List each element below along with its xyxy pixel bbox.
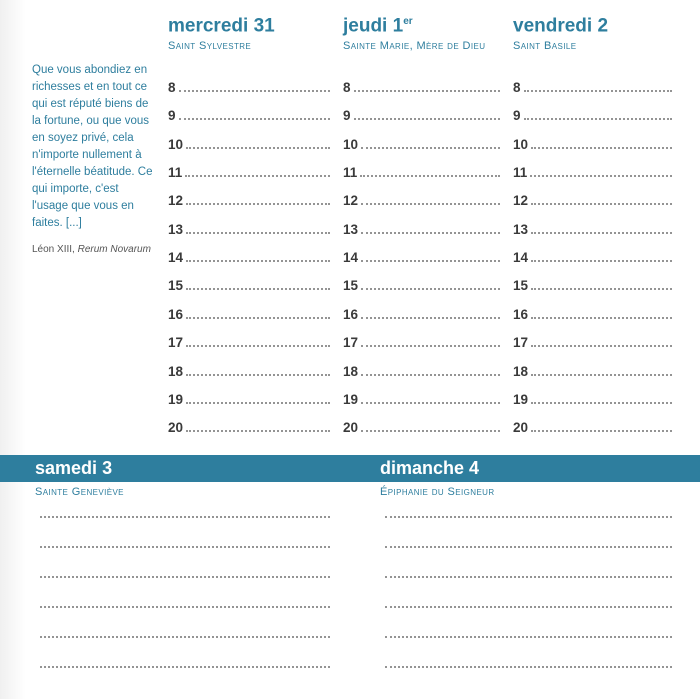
hour-label: 8 xyxy=(343,79,351,95)
quote-work-title: Rerum Novarum xyxy=(77,244,151,255)
hour-row-19 xyxy=(343,379,500,407)
hour-label: 17 xyxy=(343,335,359,351)
day-number: 1 xyxy=(392,15,404,37)
hour-writing-line xyxy=(186,430,330,432)
hour-label: 15 xyxy=(168,278,184,294)
hour-writing-line xyxy=(360,175,500,177)
hour-writing-line xyxy=(524,90,672,92)
saint-name: Saint Basile xyxy=(513,40,577,53)
hour-writing-line xyxy=(361,430,500,432)
hour-writing-line xyxy=(179,118,330,120)
hour-row-17 xyxy=(513,322,672,350)
hour-label: 8 xyxy=(168,79,176,95)
hour-writing-line xyxy=(531,345,672,347)
hour-label: 13 xyxy=(343,221,359,237)
hour-label: 9 xyxy=(168,108,176,124)
weekend-notes-area xyxy=(0,488,700,668)
hour-label: 12 xyxy=(513,193,529,209)
hour-label: 12 xyxy=(343,193,359,209)
hour-row-19 xyxy=(513,379,672,407)
notes-column-dimanche xyxy=(385,488,672,668)
day-number: 31 xyxy=(253,15,275,37)
hour-row-12 xyxy=(168,180,330,208)
hour-label: 20 xyxy=(343,420,359,436)
hour-writing-line xyxy=(531,317,672,319)
notes-column-samedi xyxy=(40,488,330,668)
hour-writing-line xyxy=(524,118,672,120)
hour-label: 10 xyxy=(513,136,529,152)
hour-writing-line xyxy=(531,402,672,404)
note-writing-line xyxy=(385,608,672,638)
note-writing-line xyxy=(385,518,672,548)
hour-row-20 xyxy=(513,407,672,435)
note-writing-line xyxy=(385,638,672,668)
hour-row-12 xyxy=(513,180,672,208)
note-writing-line xyxy=(385,548,672,578)
hour-row-15 xyxy=(168,265,330,293)
hour-label: 18 xyxy=(343,363,359,379)
hour-row-18 xyxy=(343,350,500,378)
hour-row-8 xyxy=(343,66,500,94)
note-writing-line xyxy=(40,578,330,608)
quote-block xyxy=(32,10,157,435)
hour-writing-line xyxy=(361,260,500,262)
hour-row-15 xyxy=(513,265,672,293)
saint-name: Sainte Marie, Mère de Dieu xyxy=(343,40,486,53)
hour-label: 10 xyxy=(343,136,359,152)
hour-row-20 xyxy=(343,407,500,435)
hour-row-17 xyxy=(343,322,500,350)
hour-row-18 xyxy=(168,350,330,378)
hour-writing-line xyxy=(531,232,672,234)
hour-writing-line xyxy=(361,203,500,205)
hour-writing-line xyxy=(361,317,500,319)
hour-writing-line xyxy=(186,260,330,262)
hour-row-16 xyxy=(513,293,672,321)
hour-label: 8 xyxy=(513,79,521,95)
hour-row-16 xyxy=(343,293,500,321)
saint-name: Épiphanie du Seigneur xyxy=(380,486,495,498)
note-writing-line xyxy=(40,548,330,578)
quote-attribution xyxy=(32,244,157,255)
hour-label: 16 xyxy=(513,306,529,322)
hour-label: 11 xyxy=(168,164,183,180)
hour-writing-line xyxy=(361,147,500,149)
banner-day-dimanche xyxy=(380,458,479,479)
hour-label: 11 xyxy=(513,164,528,180)
hour-row-8 xyxy=(168,66,330,94)
hour-writing-line xyxy=(530,175,672,177)
saint-name: Saint Sylvestre xyxy=(168,40,252,53)
hour-label: 14 xyxy=(343,250,359,266)
hour-writing-line xyxy=(361,345,500,347)
note-writing-line xyxy=(40,518,330,548)
hour-row-11 xyxy=(168,152,330,180)
hour-writing-line xyxy=(186,203,330,205)
hour-label: 13 xyxy=(168,221,184,237)
note-writing-line xyxy=(40,488,330,518)
hour-row-9 xyxy=(513,95,672,123)
weekday-label: jeudi xyxy=(343,15,388,37)
hour-writing-line xyxy=(361,232,500,234)
quote-text: Que vous abondiez en richesses et en tout ce qui est réputé biens de la fortune, ou que vous en soyez privé, cela n'importe nullement à l'éternelle béatitude. Ce qui importe, c'est l'usage que vous en faites. [...] xyxy=(32,64,153,229)
hour-row-15 xyxy=(343,265,500,293)
hour-label: 20 xyxy=(168,420,184,436)
day-title xyxy=(168,10,330,38)
hour-writing-line xyxy=(531,288,672,290)
day-title xyxy=(513,10,672,38)
hour-label: 11 xyxy=(343,164,358,180)
weekday-label: samedi xyxy=(35,458,98,478)
hour-label: 15 xyxy=(343,278,359,294)
hour-row-13 xyxy=(343,208,500,236)
banner-day-samedi xyxy=(35,458,380,479)
hour-row-10 xyxy=(168,123,330,151)
hour-label: 17 xyxy=(168,335,184,351)
hour-label: 10 xyxy=(168,136,184,152)
hour-writing-line xyxy=(531,203,672,205)
ordinal-suffix: er xyxy=(403,16,413,27)
hour-label: 15 xyxy=(513,278,529,294)
hour-row-9 xyxy=(343,95,500,123)
hour-row-11 xyxy=(513,152,672,180)
weekday-label: vendredi xyxy=(513,15,593,37)
hour-writing-line xyxy=(186,345,330,347)
hour-row-11 xyxy=(343,152,500,180)
note-writing-line xyxy=(40,638,330,668)
hour-writing-line xyxy=(354,90,500,92)
day-number: 4 xyxy=(469,458,480,478)
hour-label: 19 xyxy=(513,392,529,408)
hours-list xyxy=(343,66,500,435)
hour-writing-line xyxy=(361,374,500,376)
hour-label: 16 xyxy=(168,306,184,322)
hour-writing-line xyxy=(354,118,500,120)
note-writing-line xyxy=(40,608,330,638)
hour-row-20 xyxy=(168,407,330,435)
hour-row-14 xyxy=(513,237,672,265)
hour-row-12 xyxy=(343,180,500,208)
hour-row-10 xyxy=(343,123,500,151)
day-column-vendredi xyxy=(513,10,672,435)
weekend-banner xyxy=(0,455,700,482)
hour-label: 19 xyxy=(168,392,184,408)
hour-label: 17 xyxy=(513,335,529,351)
hours-list xyxy=(513,66,672,435)
hour-writing-line xyxy=(531,374,672,376)
hour-row-18 xyxy=(513,350,672,378)
hour-row-10 xyxy=(513,123,672,151)
day-column-mercredi xyxy=(168,10,330,435)
hour-row-8 xyxy=(513,66,672,94)
saint-name: Sainte Geneviève xyxy=(35,486,124,498)
hour-label: 14 xyxy=(168,250,184,266)
hour-writing-line xyxy=(531,147,672,149)
weekday-label: dimanche xyxy=(380,458,465,478)
hour-label: 18 xyxy=(168,363,184,379)
hour-label: 18 xyxy=(513,363,529,379)
hour-writing-line xyxy=(186,288,330,290)
hour-label: 14 xyxy=(513,250,529,266)
quote-author: Léon XIII, xyxy=(32,244,75,255)
hour-writing-line xyxy=(186,147,330,149)
hour-label: 12 xyxy=(168,193,184,209)
hour-row-14 xyxy=(343,237,500,265)
hour-row-17 xyxy=(168,322,330,350)
hour-label: 13 xyxy=(513,221,529,237)
hour-writing-line xyxy=(186,374,330,376)
hour-writing-line xyxy=(186,232,330,234)
day-column-jeudi xyxy=(343,10,500,435)
hour-row-13 xyxy=(168,208,330,236)
hour-label: 16 xyxy=(343,306,359,322)
hour-writing-line xyxy=(185,175,330,177)
hour-label: 9 xyxy=(513,108,521,124)
day-title xyxy=(343,10,500,38)
hour-label: 20 xyxy=(513,420,529,436)
hour-row-19 xyxy=(168,379,330,407)
hour-row-13 xyxy=(513,208,672,236)
hour-writing-line xyxy=(186,402,330,404)
hour-writing-line xyxy=(361,402,500,404)
hour-row-14 xyxy=(168,237,330,265)
weekday-label: mercredi xyxy=(168,15,249,37)
hour-writing-line xyxy=(179,90,330,92)
note-writing-line xyxy=(385,578,672,608)
hour-row-16 xyxy=(168,293,330,321)
day-number: 3 xyxy=(102,458,113,478)
hour-writing-line xyxy=(361,288,500,290)
hour-row-9 xyxy=(168,95,330,123)
hour-writing-line xyxy=(186,317,330,319)
hour-label: 19 xyxy=(343,392,359,408)
day-number: 2 xyxy=(597,15,609,37)
hour-label: 9 xyxy=(343,108,351,124)
hour-writing-line xyxy=(531,260,672,262)
hour-writing-line xyxy=(531,430,672,432)
hours-list xyxy=(168,66,330,435)
note-writing-line xyxy=(385,488,672,518)
